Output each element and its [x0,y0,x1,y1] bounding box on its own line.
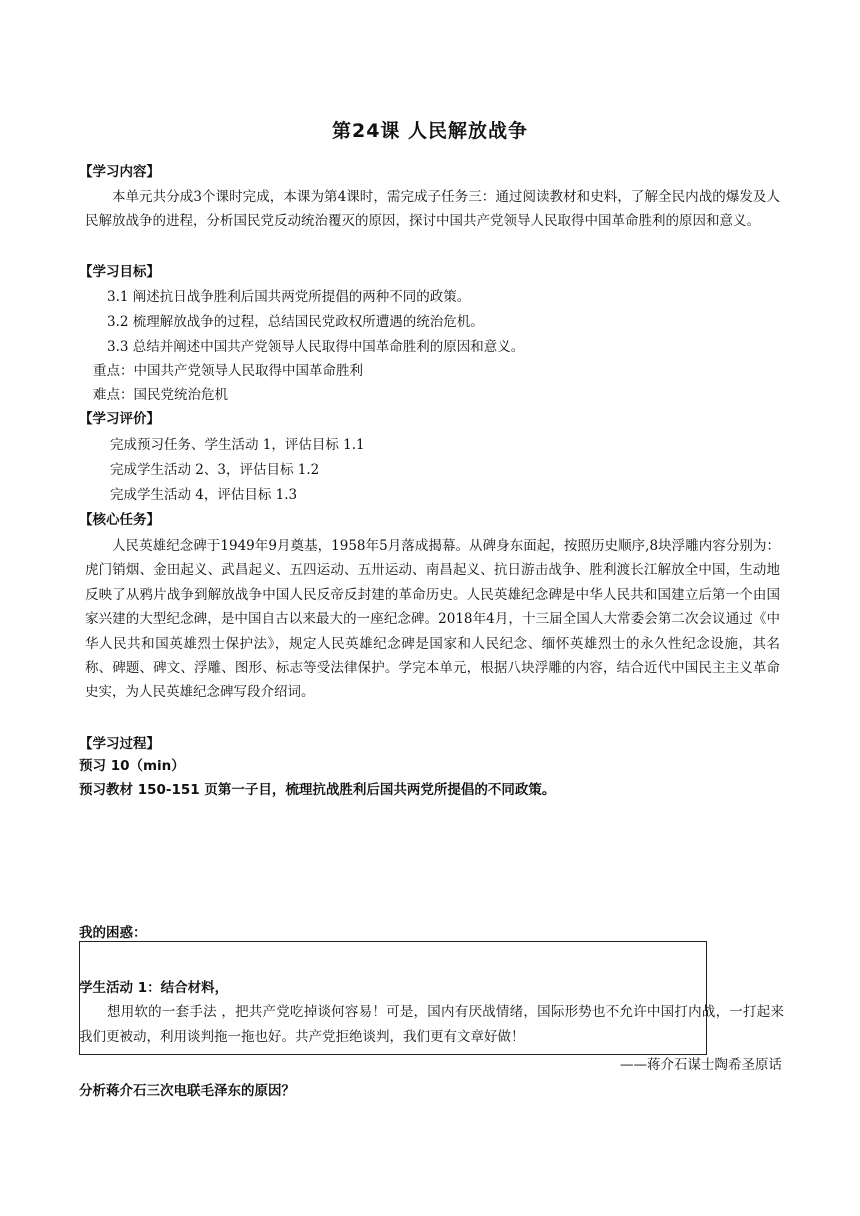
confusion-label: 我的困惑： [79,925,147,941]
evaluation-heading: 【学习评价】 [79,411,160,427]
evaluation-item: 完成学生活动 2、3，评估目标 1.2 [110,462,320,478]
activity1-title: 学生活动 1：结合材料， [79,980,229,996]
activity1-quote: 想用软的一套手法 ，把共产党吃掉谈何容易！可是，国内有厌战情绪，国际形势也不允许中国打内战，一打起来我们更被动，利用谈判拖一拖也好。共产党拒绝谈判，我们更有文章好做！ [79,1004,784,1045]
activity1-question: 分析蒋介石三次电联毛泽东的原因？ [79,1083,295,1099]
preview-task: 预习教材 150-151 页第一子目，梳理抗战胜利后国共两党所提倡的不同政策。 [79,782,556,798]
goal-item: 3.1 阐述抗日战争胜利后国共两党所提倡的两种不同的政策。 [107,289,471,305]
core-task-text: 人民英雄纪念碑于1949年9月奠基，1958年5月落成揭幕。从碑身东面起，按照历史顺序,8块浮雕内容分别为：虎门销烟、金田起义、武昌起义、五四运动、五卅运动、南昌起义、抗日游击战争、胜利渡长江解放全中国，生动地反映了从鸦片战争到解放战争中国人民反帝反封建的革命历史。人民英雄纪念碑是中华人民共和国建立后第一个由国家兴建的大型纪念碑，是中国自古以来最大的一座纪念碑。2018年4月，十三届全国人大常委会第二次会议通过《中华人民共和国英雄烈士保护法》，规定人民英雄纪念碑是国家和人民纪念、缅怀英雄烈士的永久性纪念设施，其名称、碑题、碑文、浮雕、图形、标志等受法律保护。学完本单元，根据八块浮雕的内容，结合近代中国民主主义革命史实，为人民英雄纪念碑写段介绍词。 [85,538,780,701]
activity1-source: ——蒋介石谋士陶希圣原话 [620,1057,782,1073]
content-text: 本单元共分成3个课时完成，本课为第4课时，需完成子任务三：通过阅读教材和史料，了解全民内战的爆发及人民解放战争的进程，分析国民党反动统治覆灭的原因，探讨中国共产党领导人民取得中国革命胜利的原因和意义。 [85,189,780,230]
goal-item: 3.3 总结并阐述中国共产党领导人民取得中国革命胜利的原因和意义。 [107,339,525,355]
preview-time: 预习 10（min） [79,758,185,774]
lesson-title: 第24课 人民解放战争 [331,120,529,142]
core-task-heading: 【核心任务】 [79,512,160,528]
key-point: 重点：中国共产党领导人民取得中国革命胜利 [93,363,363,379]
difficulty-point: 难点：国民党统治危机 [93,387,228,403]
goal-item: 3.2 梳理解放战争的过程，总结国民党政权所遭遇的统治危机。 [107,314,484,330]
goals-heading: 【学习目标】 [79,264,160,280]
evaluation-item: 完成预习任务、学生活动 1，评估目标 1.1 [110,437,365,453]
process-heading: 【学习过程】 [79,736,160,752]
content-heading: 【学习内容】 [79,164,160,180]
evaluation-item: 完成学生活动 4，评估目标 1.3 [110,487,298,503]
